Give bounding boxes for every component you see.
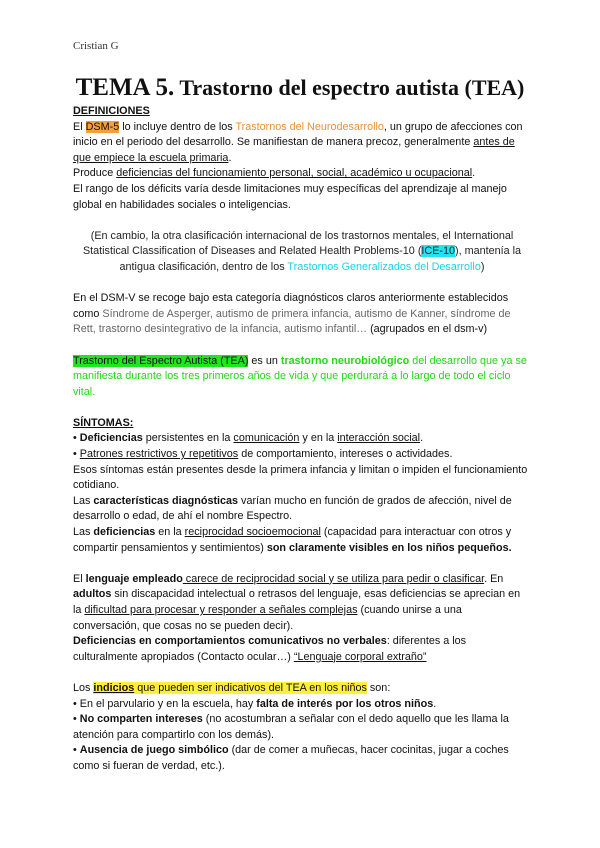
- indicios-highlight: indicios que pueden ser indicativos del TEA en los niños: [93, 681, 367, 694]
- generalizados-text: Trastornos Generalizados del Desarrollo: [287, 260, 481, 273]
- paragraph-reciprocidad: Las deficiencias en la reciprocidad socioemocional (capacidad para interactuar con otros y compartir pensamientos y sentimientos) son claramente visibles en los niños pequeños.: [73, 526, 512, 554]
- paragraph-lenguaje: El lenguaje empleado carece de reciprocidad social y se utiliza para pedir o clasificar. En adultos sin discapacidad intelectual o retrasos del lenguaje, esas deficiencias se aprecian en la dificultad para procesar y responder a señales complejas (cuando unirse a una conversación, que cosas no se pueden decir).: [73, 572, 521, 632]
- paragraph-ice10: (En cambio, la otra clasificación internacional de los trastornos mentales, el International Statistical Classification of Diseases and Related Health Problems-10 (ICE-10), mantenía la antigua clasificación, dentro de los Trastornos Generalizados del Desarrollo): [82, 229, 522, 273]
- page-title: [0, 74, 600, 102]
- paragraph-dsmv: En el DSM-V se recoge bajo esta categoría diagnósticos claros anteriormente establecidos como Síndrome de Asperger, autismo de primera infancia, autismo de Kanner, síndrome de Rett, trastorno desintegrativo de la infancia, autismo infantil… (agrupados en el dsm-v): [73, 292, 511, 336]
- paragraph-caracteristicas: Las características diagnósticas varían mucho en función de grados de afección, nivel de desarrollo o edad, de ahí el nombre Espectro.: [73, 494, 512, 523]
- paragraph-esos: Esos síntomas están presentes desde la primera infancia y limitan o impiden el funcionamiento cotidiano.: [73, 463, 528, 492]
- bullet-patrones: • Patrones restrictivos y repetitivos de comportamiento, intereses o actividades.: [73, 447, 531, 463]
- paragraph-rango: El rango de los déficits varía desde limitaciones muy específicas del aprendizaje al manejo global en habilidades sociales o inteligencias.: [73, 182, 507, 211]
- title-text: Trastorno del espectro autista (TEA): [179, 75, 525, 100]
- dsm5-highlight: DSM-5: [85, 120, 120, 133]
- tea-highlight: Trastorno del Espectro Autista (TEA): [73, 354, 249, 367]
- title-tema: TEMA 5.: [75, 74, 175, 101]
- document-body: [73, 104, 531, 775]
- paragraph-tea: Trastorno del Espectro Autista (TEA) es un trastorno neurobiológico del desarrollo que ya se manifiesta durante los tres primeros años de vida y que perdurará a lo largo de todo el ciclo vital.: [73, 354, 527, 398]
- bullet-juego-simbolico: • Ausencia de juego simbólico (dar de comer a muñecas, hacer cocinitas, jugar a coches como si fueran de verdad, etc.).: [73, 743, 531, 774]
- author-header: Cristian G: [73, 40, 119, 52]
- paragraph-no-verbales: Deficiencias en comportamientos comunicativos no verbales: diferentes a los culturalmente apropiados (Contacto ocular…) “Lenguaje corporal extraño”: [73, 635, 467, 663]
- paragraph-produce: Produce deficiencias del funcionamiento personal, social, académico u ocupacional.: [73, 167, 476, 180]
- section-heading-sintomas: SÍNTOMAS:: [73, 416, 134, 429]
- paragraph-dsm5: El DSM-5 lo incluye dentro de los Trastornos del Neurodesarrollo, un grupo de afecciones con inicio en el periodo del desarrollo. Se manifiestan de manera precoz, generalmente antes de que empiece la escuela primaria.: [73, 120, 523, 164]
- ice10-highlight: ICE-10: [421, 245, 456, 258]
- paragraph-indicios: Los indicios que pueden ser indicativos del TEA en los niños son:: [73, 681, 391, 694]
- bullet-parvulario: • En el parvulario y en la escuela, hay falta de interés por los otros niños.: [73, 697, 531, 713]
- bullet-deficiencias: • Deficiencias persistentes en la comunicación y en la interacción social.: [73, 431, 531, 447]
- bullet-no-comparten: • No comparten intereses (no acostumbran a señalar con el dedo aquello que les llama la atención para compartirlo con los demás).: [73, 712, 531, 743]
- section-heading-definiciones: DEFINICIONES: [73, 105, 150, 117]
- neurodesarrollo-text: Trastornos del Neurodesarrollo: [235, 120, 384, 133]
